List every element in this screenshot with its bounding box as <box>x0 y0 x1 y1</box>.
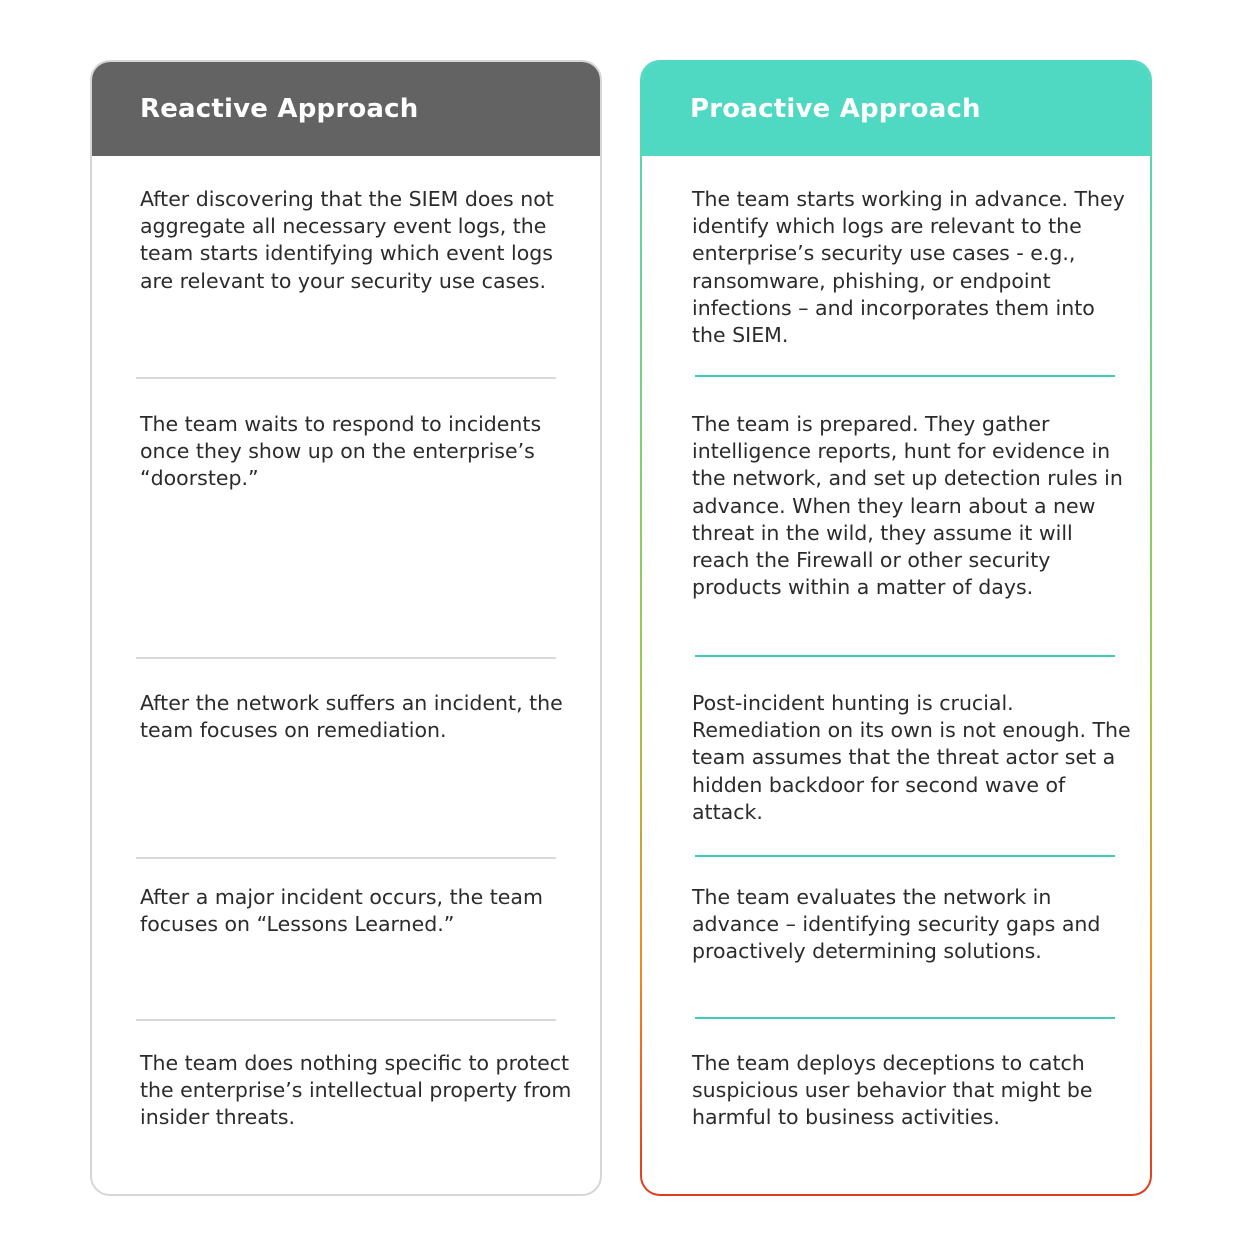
reactive-divider-2 <box>136 657 556 659</box>
reactive-item-5: The team does nothing specific to protect the enterprise’s intellectual property from insider threats. <box>140 1051 572 1130</box>
proactive-item-1: The team starts working in advance. They identify which logs are relevant to the enterprise’s security use cases - e.g., ransomware, phishing, or endpoint infections – and incorporates them into the SIEM. <box>692 187 1125 348</box>
reactive-title: Reactive Approach <box>140 94 419 124</box>
reactive-divider-3 <box>136 857 556 859</box>
reactive-item-3: After the network suffers an incident, the team focuses on remediation. <box>140 691 563 743</box>
proactive-title: Proactive Approach <box>690 94 981 124</box>
proactive-divider-3 <box>695 855 1115 857</box>
reactive-header <box>92 62 600 156</box>
reactive-divider-1 <box>136 377 556 379</box>
proactive-divider-4 <box>695 1017 1115 1019</box>
reactive-approach-card <box>90 60 602 1196</box>
reactive-item-4: After a major incident occurs, the team focuses on “Lessons Learned.” <box>140 885 543 937</box>
reactive-item-2: The team waits to respond to incidents once they show up on the enterprise’s “doorstep.” <box>140 412 542 491</box>
proactive-item-2: The team is prepared. They gather intelligence reports, hunt for evidence in the network, and set up detection rules in advance. When they learn about a new threat in the wild, they assume it will reach the Firewall or other security products within a matter of days. <box>692 412 1123 600</box>
proactive-item-4: The team evaluates the network in advance – identifying security gaps and proactively determining solutions. <box>692 885 1101 964</box>
proactive-item-5: The team deploys deceptions to catch suspicious user behavior that might be harmful to business activities. <box>692 1051 1093 1130</box>
reactive-item-1: After discovering that the SIEM does not aggregate all necessary event logs, the team starts identifying which event logs are relevant to your security use cases. <box>140 187 554 293</box>
proactive-item-3: Post-incident hunting is crucial. Remediation on its own is not enough. The team assumes that the threat actor set a hidden backdoor for second wave of attack. <box>692 691 1131 824</box>
proactive-divider-1 <box>695 375 1115 377</box>
reactive-divider-4 <box>136 1019 556 1021</box>
proactive-header <box>642 62 1150 156</box>
proactive-approach-card <box>640 60 1152 1196</box>
proactive-divider-2 <box>695 655 1115 657</box>
